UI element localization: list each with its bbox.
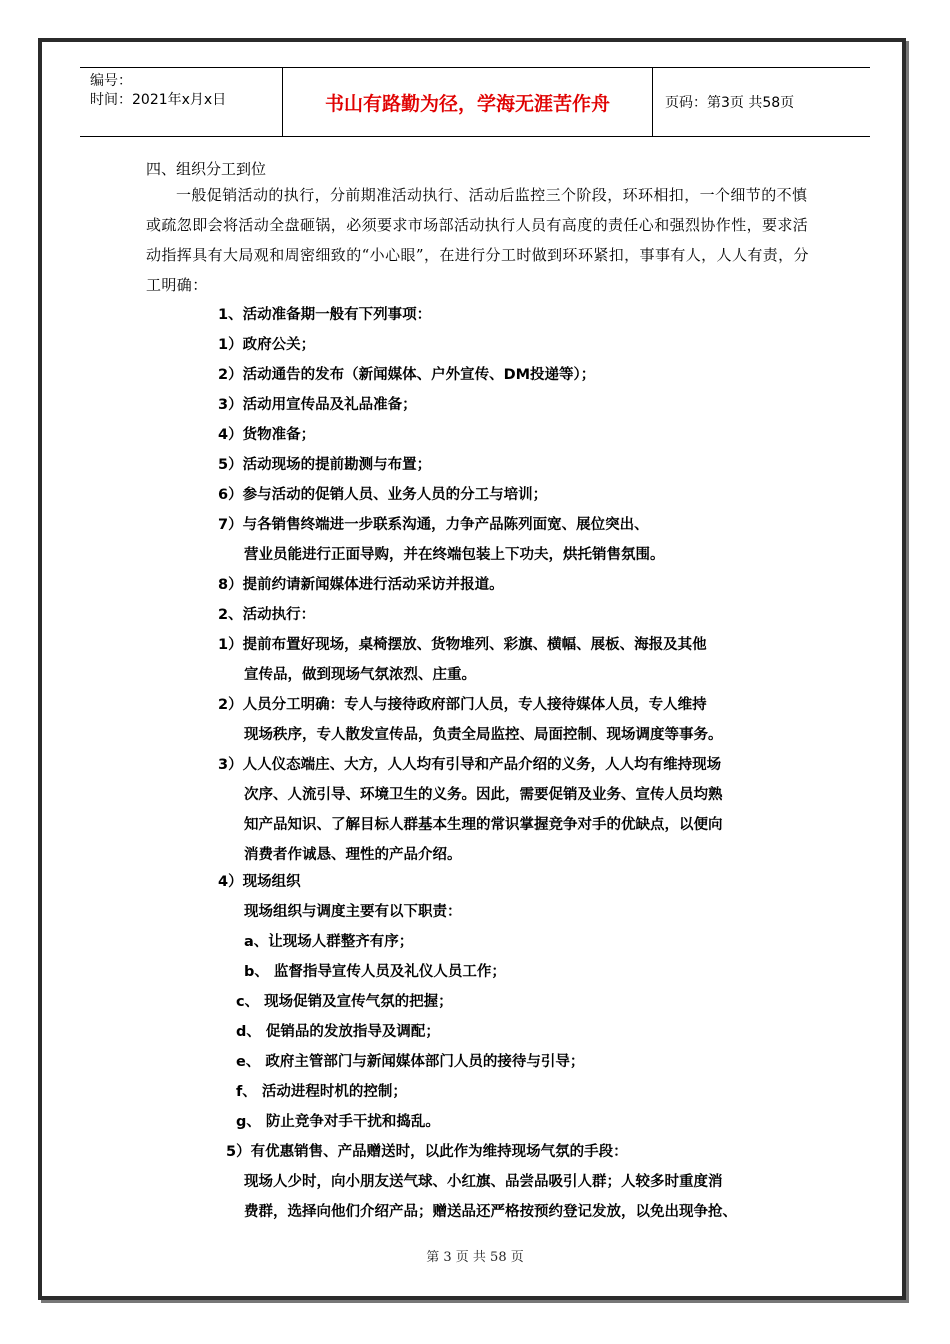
list-item-continued: 消费者作诚恳、理性的产品介绍。 [244,847,462,863]
list-item-continued: 费群，选择向他们介绍产品；赠送品还严格按预约登记发放，以免出现争抢、 [244,1204,737,1220]
header-meta [80,68,283,136]
list-item-continued: 现场人少时，向小朋友送气球、小红旗、品尝品吸引人群；人较多时重度消 [244,1174,723,1190]
list-item: 4）现场组织 [218,874,301,890]
number-label: 编号： [90,73,132,89]
list-item: 5）活动现场的提前勘测与布置； [218,457,432,473]
sub-item: d、 促销品的发放指导及调配； [236,1024,440,1040]
list-item: 5）有优惠销售、产品赠送时，以此作为维持现场气氛的手段： [226,1144,628,1160]
list-item-continued: 现场组织与调度主要有以下职责： [244,904,462,920]
list-item: 7）与各销售终端进一步联系沟通，力争产品陈列面宽、展位突出、 [218,517,649,533]
section-title: 四、组织分工到位 [146,160,267,178]
header-motto: 书山有路勤为径，学海无涯苦作舟 [283,68,653,136]
list-item: 1）提前布置好现场，桌椅摆放、货物堆列、彩旗、横幅、展板、海报及其他 [218,637,707,653]
list-item: 6）参与活动的促销人员、业务人员的分工与培训； [218,487,548,503]
list-item: 2）人员分工明确：专人与接待政府部门人员，专人接待媒体人员，专人维持 [218,697,707,713]
list-heading-preparation: 1、活动准备期一般有下列事项： [218,307,432,323]
list-item-continued: 知产品知识、了解目标人群基本生理的常识掌握竞争对手的优缺点，以便向 [244,817,723,833]
sub-item: f、 活动进程时机的控制； [236,1084,407,1100]
list-item: 1）政府公关； [218,337,316,353]
list-heading-execution: 2、活动执行： [218,607,316,623]
page-footer: 第 3 页 共 58 页 [426,1250,524,1265]
list-item-continued: 宣传品，做到现场气氛浓烈、庄重。 [244,667,476,683]
list-item: 4）货物准备； [218,427,316,443]
sub-item: c、 现场促销及宣传气氛的把握； [236,994,453,1010]
time-label: 时间：2021年x月x日 [90,92,227,108]
intro-paragraph: 一般促销活动的执行，分前期准活动执行、活动后监控三个阶段，环环相扣，一个细节的不慎或疏忽即会将活动全盘砸锅，必须要求市场部活动执行人员有高度的责任心和强烈协作性，要求活动指挥具有大局观和周密细致的“小心眼”，在进行分工时做到环环紧扣，事事有人，人人有责，分工明确： [146,186,809,294]
sub-item: g、 防止竞争对手干扰和捣乱。 [236,1114,440,1130]
list-item: 8）提前约请新闻媒体进行活动采访并报道。 [218,577,504,593]
header-page-number: 页码：第3页 共58页 [665,95,795,111]
list-item: 2）活动通告的发布（新闻媒体、户外宣传、DM投递等）； [218,367,596,383]
page-header [80,67,870,137]
list-item: 3）活动用宣传品及礼品准备； [218,397,417,413]
list-item-continued: 营业员能进行正面导购，并在终端包装上下功夫，烘托销售氛围。 [244,547,665,563]
list-item: 3）人人仪态端庄、大方，人人均有引导和产品介绍的义务，人人均有维持现场 [218,757,722,773]
sub-item: b、 监督指导宣传人员及礼仪人员工作； [244,964,506,980]
list-item-continued: 次序、人流引导、环境卫生的义务。因此，需要促销及业务、宣传人员均熟 [244,787,723,803]
sub-item: e、 政府主管部门与新闻媒体部门人员的接待与引导； [236,1054,585,1070]
sub-item: a、让现场人群整齐有序； [244,934,414,950]
list-item-continued: 现场秩序，专人散发宣传品，负责全局监控、局面控制、现场调度等事务。 [244,727,723,743]
